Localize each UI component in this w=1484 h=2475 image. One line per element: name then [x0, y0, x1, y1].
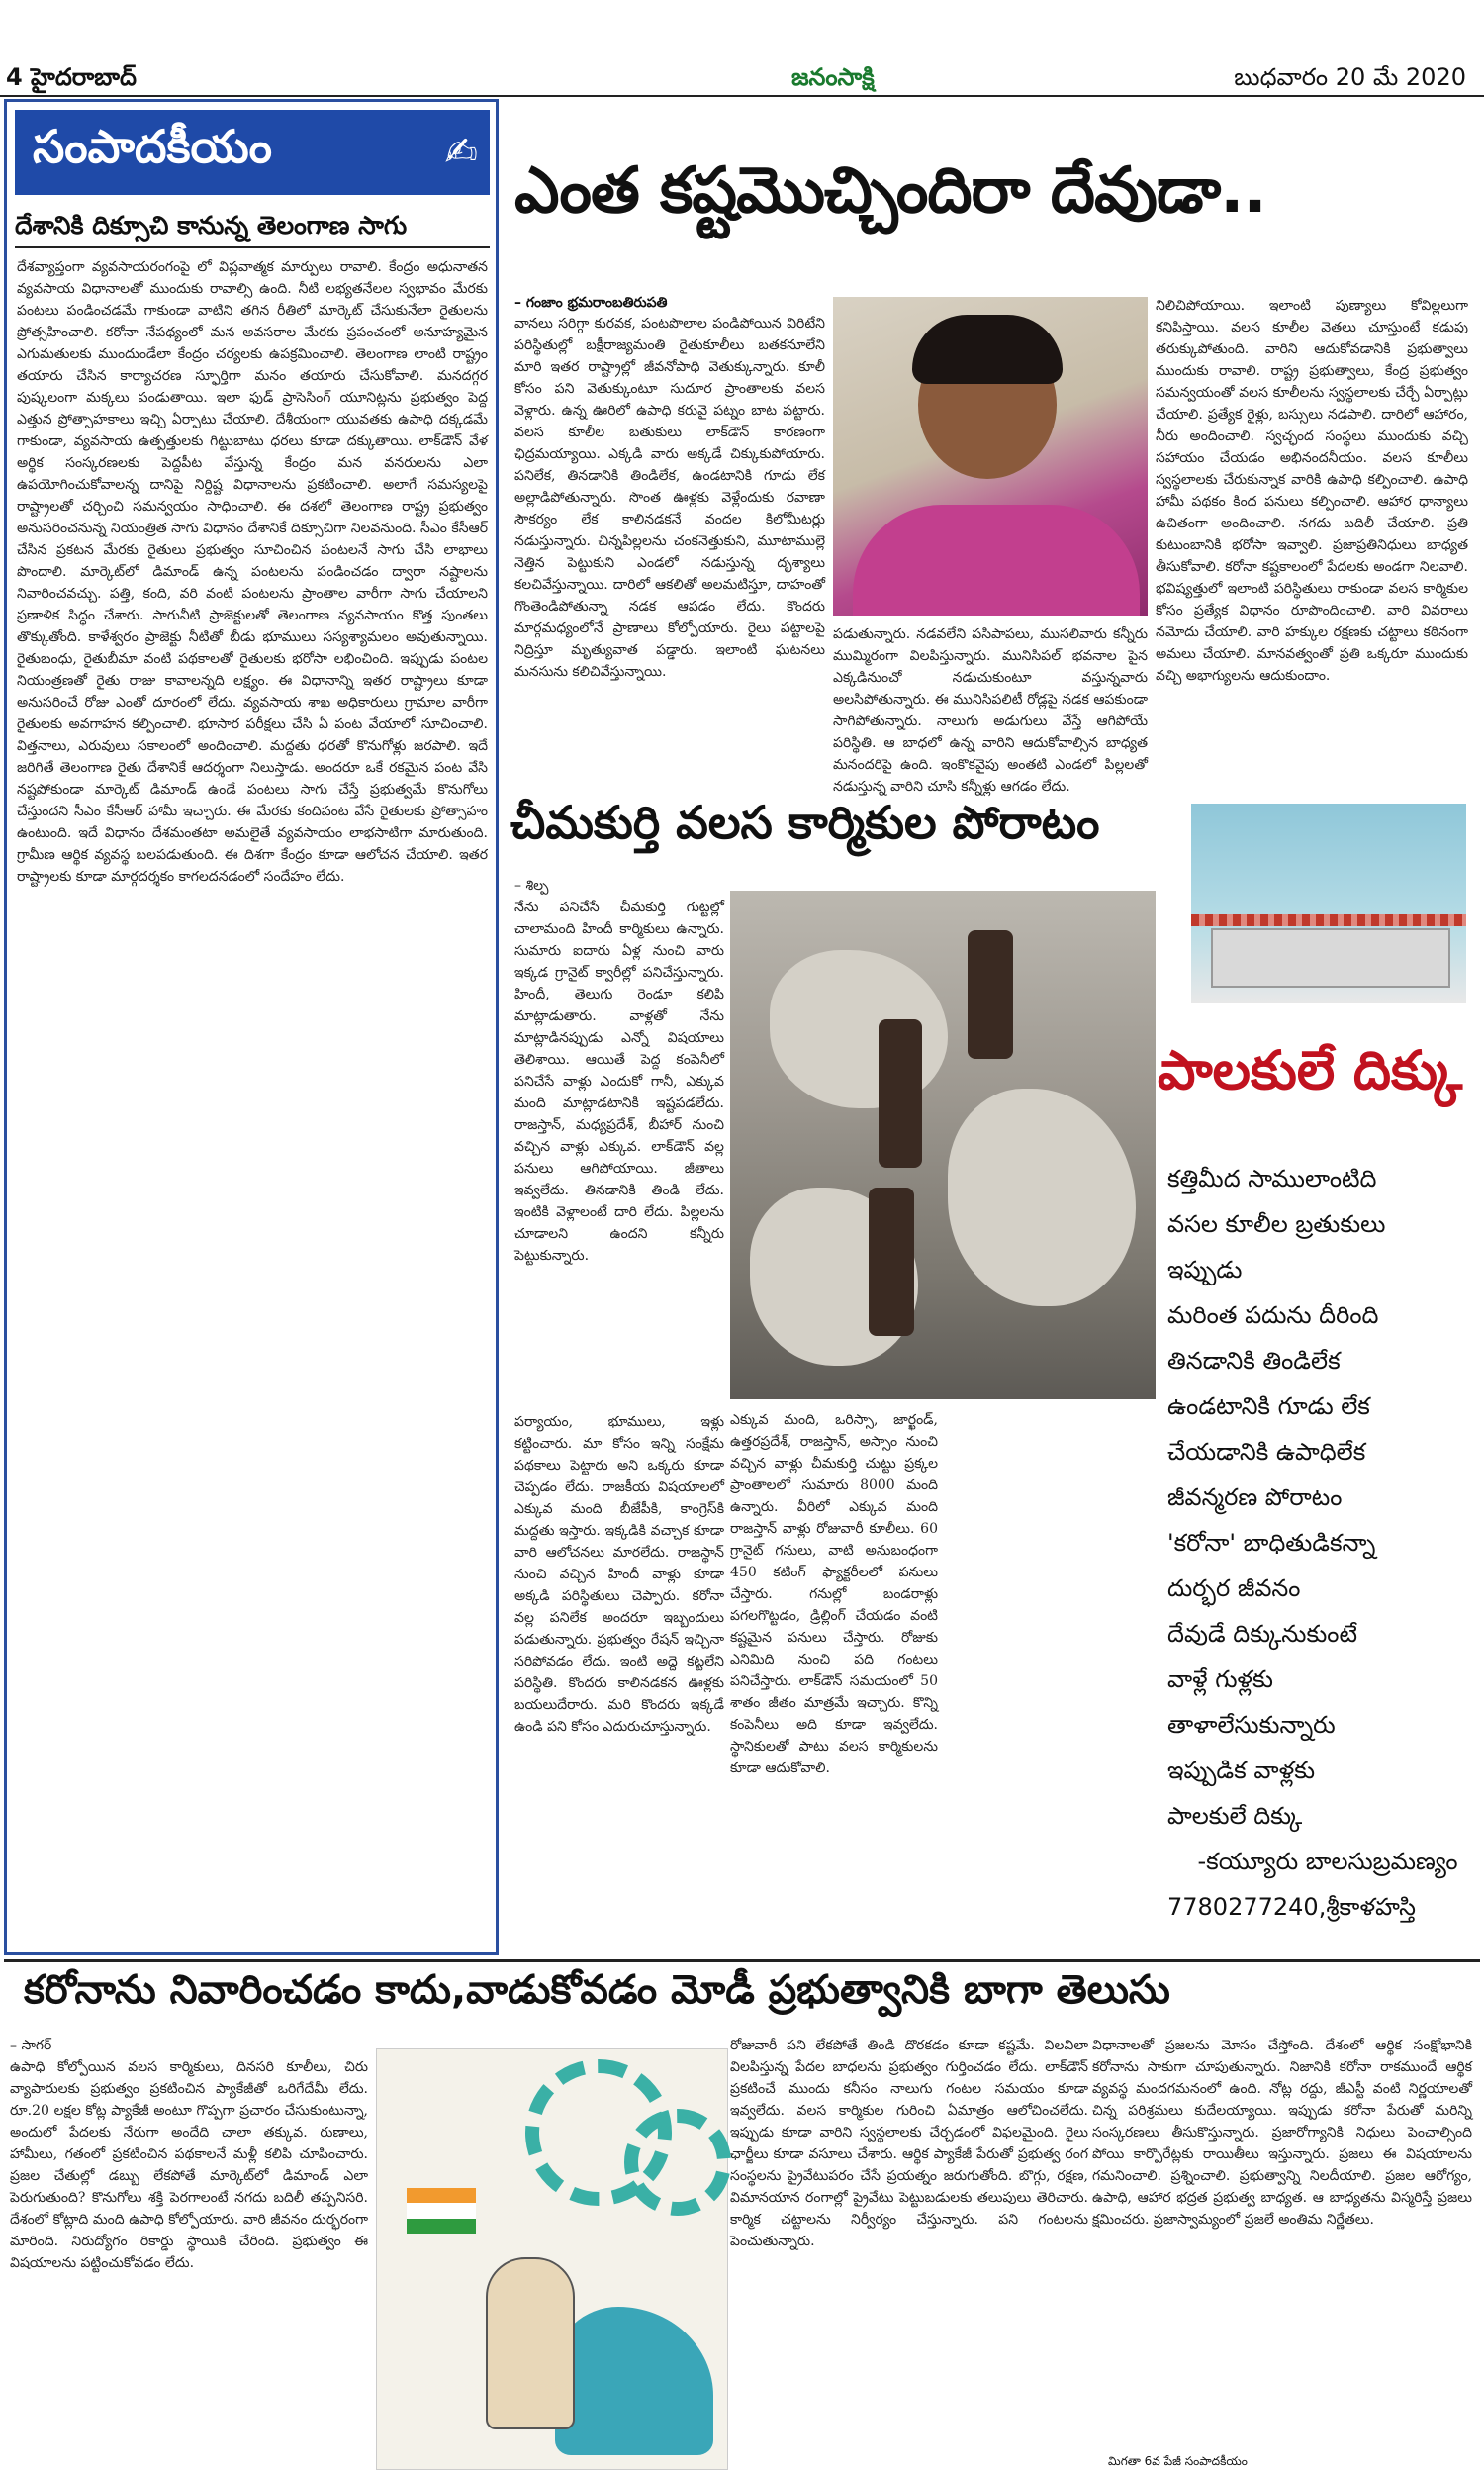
photo-worker-figure	[869, 1188, 914, 1336]
editorial-column	[4, 99, 499, 1955]
page-header	[0, 0, 1484, 97]
article3-headline: కరోనాను నివారించడం కాదు,వాడుకోవడం మోడీ ప్రభుత్వానికి బాగా తెలుసు	[24, 1967, 1170, 2013]
article1-column-2: పడుతున్నారు. నడవలేని పసిపాపలు, ముసలివారు కన్నీరు ముమ్మిరంగా విలపిస్తున్నారు. మునిసిపల్ భవనాల పైన ఎక్కడినుంచో నడుచుకుంటూ వస్తున్నవారు అలసిపోతున్నారు. ఈ మునిసిపలిటీ రోడ్లపై నడక ఆపకుండా సాగిపోతున్నారు. నాలుగు అడుగులు వేస్తే ఆగిపోయే పరిస్థితి. ఆ బాధలో ఉన్న వారిని ఆదుకోవాల్సిన బాధ్యత మనందరిపై ఉంది. ఇంకొకవైపు అంతటి ఎండలో పిల్లలతో నడుస్తున్న వారిని చూసి కన్నీళ్లు ఆగడం లేదు.	[833, 626, 1153, 795]
editorial-body: దేశవ్యాప్తంగా వ్యవసాయరంగంపై లో విప్లవాత్మక మార్పులు రావాలి. కేంద్రం అధునాతన వ్యవసాయ విధానాలతో ముందుకు రావాల్సి ఉంది. నీటి లభ్యతనేలల స్వభావం మేరకు పంటలు పండించడమే గాకుండా వాటిని తగిన రీతిలో మార్కెట్ చేసుకునేలా రైతులను ప్రోత్సహించాలి. కరోనా నేపథ్యంలో మన అవసరాల మేరకు ప్రపంచంలో అనూహ్యమైన ఎగుమతులకు ముందుండేలా కేంద్రం చర్యలకు ఉపక్రమించాలి. తెలంగాణ లాంటి రాష్ట్రం తయారు చేసిన కార్యాచరణ స్ఫూర్తిగా మనం తయారు చేసుకోవాలి. మనదగ్గర పుష్కలంగా మక్కలు పండుతాయి. ఇలా ఫుడ్ ప్రాసెసింగ్ యూనిట్లను ప్రభుత్వం పెద్ద ఎత్తున ప్రోత్సాహకాలు ఇచ్చి ఏర్పాటు చేయాలి. దేశీయంగా యువతకు ఉపాధి దక్కడమే గాకుండా, వ్యవసాయ ఉత్పత్తులకు గిట్టుబాటు ధరలు కూడా దక్కుతాయి. లాక్‌డౌన్ వేళ అర్థిక సంస్కరణలకు పెద్దపీట వేస్తున్న కేంద్రం మన వనరులను ఎలా ఉపయోగించుకోవాలన్న దానిపై నిర్దిష్ట విధానాలను ప్రకటించాలి. అలాగే సమస్యలపై రాష్ట్రాలతో చర్చించి సమన్వయం సాధించాలి. ఈ దశలో తెలంగాణ రాష్ట్ర ప్రభుత్వం అనుసరించనున్న నియంత్రిత సాగు విధానం దేశానికే దిక్సూచిగా నిలవనుంది. సీఎం కేసీఆర్ చేసిన ప్రకటన మేరకు రైతులు ప్రభుత్వం సూచించిన పంటలనే సాగు చేసి లాభాలు పొందాలి. మార్కెట్‌లో డిమాండ్ ఉన్న పంటలను పండించడం ద్వారా నష్టాలను నివారించవచ్చు. పత్తి, కంది, వరి వంటి పంటలను ప్రాంతాల వారీగా సాగు చేయాలని ప్రణాళిక సిద్ధం చేశారు. సాగునీటి ప్రాజెక్టులతో తెలంగాణ వ్యవసాయం కొత్త పుంతలు తొక్కుతోంది. కాళేశ్వరం ప్రాజెక్టు నీటితో బీడు భూములు సస్యశ్యామలం అవుతున్నాయి. రైతుబంధు, రైతుబీమా వంటి పథకాలతో రైతులకు భరోసా లభించింది. ఇప్పుడు పంటల నియంత్రణతో రైతు రాజు కావాలన్నది లక్ష్యం. ఈ విధానాన్ని ఇతర రాష్ట్రాలు కూడా అనుసరించే రోజు ఎంతో దూరంలో లేదు. వ్యవసాయ శాఖ అధికారులు గ్రామాల వారీగా రైతులకు అవగాహన కల్పించాలి. భూసార పరీక్షలు చేసి ఏ పంట వేయాలో సూచించాలి. విత్తనాలు, ఎరువులు సకాలంలో అందించాలి. మద్దతు ధరతో కొనుగోళ్లు జరపాలి. ఇదే జరిగితే తెలంగాణ రైతు దేశానికే ఆదర్శంగా నిలుస్తాడు. అందరూ ఒకే రకమైన పంట వేసి నష్టపోకుండా మార్కెట్ డిమాండ్ ఉండే పంటలు సాగు చేస్తే ప్రభుత్వమే కొనుగోలు చేస్తుందని సీఎం కేసీఆర్ హామీ ఇచ్చారు. ఈ మేరకు కందిపంట వేసే రైతులకు ప్రోత్సాహం ఉంటుంది. ఇదే విధానం దేశమంతటా అమలైతే వ్యవసాయం లాభసాటిగా మారుతుంది. గ్రామీణ ఆర్థిక వ్యవస్థ బలపడుతుంది. ఈ దిశగా కేంద్రం కూడా ఆలోచన చేయాలి. ఇతర రాష్ట్రాలకు కూడా మార్గదర్శకం కాగలదనడంలో సందేహం లేదు.	[17, 259, 493, 885]
editorial-banner	[15, 110, 490, 195]
cartoon-figure-shape	[486, 2257, 575, 2429]
indian-flag-icon	[407, 2188, 476, 2234]
article3-column-3: విధానాలతో ప్రజలను మోసం చేస్తోంది. దేశంలో ఆర్థిక సంక్షోభానికి కరోనాను సాకుగా చూపుతున్నారు. నిజానికి కరోనా రాకముందే ఆర్థిక వ్యవస్థ మందగమనంలో ఉంది. నోట్ల రద్దు, జీఎస్టీ వంటి నిర్ణయాలతో చిన్న పరిశ్రమలు కుదేలయ్యాయి. ఇప్పుడు కరోనా పేరుతో మరిన్ని సంస్కరణలు తీసుకొస్తున్నారు. ప్రజారోగ్యానికి నిధులు పెంచాల్సింది పోయి కార్పొరేట్లకు రాయితీలు ఇస్తున్నారు. ప్రజలు ఈ విషయాలను గమనించాలి. ప్రశ్నించాలి. ప్రభుత్వాన్ని నిలదీయాలి. ప్రజల ఆరోగ్యం, ఉపాధి, ఆహార భద్రత ప్రభుత్వ బాధ్యత. ఆ బాధ్యతను విస్మరిస్తే ప్రజలు క్షమించరు. ప్రజాస్వామ్యంలో ప్రజలే అంతిమ నిర్ణేతలు.	[1092, 2038, 1477, 2228]
author-photo	[833, 297, 1148, 616]
migrant-cartoon	[1191, 804, 1466, 1003]
modi-cartoon	[376, 2048, 728, 2470]
pen-icon: ✍	[444, 130, 478, 175]
photo-rock-shape	[948, 1089, 1136, 1306]
divider	[4, 1959, 1480, 1962]
cartoon-gear-shape	[624, 2109, 731, 2216]
article3-column-2: రోజువారీ పని లేకపోతే తిండి దొరకడం కూడా కష్టమే. విలవిలా విలపిస్తున్న పేదల బాధలను ప్రభుత్వం గుర్తించడం లేదు. లాక్‌డౌన్ ప్రకటించే ముందు కనీసం నాలుగు గంటల సమయం కూడా ఇవ్వలేదు. వలస కార్మికుల గురించి ఏమాత్రం ఆలోచించలేదు. ఇప్పుడు కూడా వారిని స్వస్థలాలకు చేర్చడంలో విఫలమైంది. రైలు ఛార్జీలు కూడా వసూలు చేశారు. ఆర్థిక ప్యాకేజీ పేరుతో ప్రభుత్వ రంగ సంస్థలను ప్రైవేటుపరం చేసే ప్రయత్నం జరుగుతోంది. బొగ్గు, రక్షణ, విమానయాన రంగాల్లో ప్రైవేటు పెట్టుబడులకు తలుపులు తెరిచారు. కార్మిక చట్టాలను నిర్వీర్యం చేస్తున్నారు. పని గంటలను పెంచుతున్నారు.	[730, 2038, 1093, 2249]
continuation-note: మిగతా 6వ పేజీ సంపాదకీయం	[1108, 2454, 1248, 2468]
article1-headline: ఎంత కష్టమొచ్చిందిరా దేవుడా..	[514, 154, 1266, 228]
article2-headline: చీమకుర్తి వలస కార్మికుల పోరాటం	[510, 796, 1100, 849]
cartoon-virus-shape	[555, 2307, 713, 2455]
article2-column-1: – శిల్ప నేను పనిచేసే చీమకుర్తి గుట్టల్లో చాలామంది హిందీ కార్మికులు ఉన్నారు. సుమారు ఐదారు ఏళ్ల నుంచి వారు ఇక్కడ గ్రానైట్ క్వారీల్లో పనిచేస్తున్నారు. హిందీ, తెలుగు రెండూ కలిపి మాట్లాడుతారు. వాళ్లతో నేను మాట్లాడినప్పుడు ఎన్నో విషయాలు తెలిశాయి. ఆయితే పెద్ద కంపెనీలో పనిచేసే వాళ్లు ఎందుకో గానీ, ఎక్కువ మంది మాట్లాడటానికి ఇష్టపడలేదు. రాజస్తాన్, మధ్యప్రదేశ్, బీహార్ నుంచి వచ్చిన వాళ్లు ఎక్కువ. లాక్‌డౌన్ వల్ల పనులు ఆగిపోయాయి. జీతాలు ఇవ్వలేదు. తినడానికి తిండి లేదు. ఇంటికి వెళ్లాలంటే దారి లేదు. పిల్లలను చూడాలని ఉందని కన్నీరు పెట్టుకున్నారు.	[514, 878, 724, 1264]
newspaper-logo: జనంసాక్షి	[791, 63, 875, 91]
page-number-label: 4 హైదరాబాద్	[6, 63, 137, 91]
article2-column-2: పర్యాయం, భూములు, ఇళ్లు కట్టించారు. మా కోసం ఇన్ని సంక్షేమ పథకాలు పెట్టారు అని ఒక్కరు కూడా చెప్పడం లేదు. రాజకీయ విషయాలలో ఎక్కువ మంది బీజేపీకి, కాంగ్రెస్‌కి మద్దతు ఇస్తారు. ఇక్కడికి వచ్చాక కూడా వారి ఆలోచనలు మారలేదు. రాజస్థాన్ నుంచి వచ్చిన హిందీ వాళ్లు కూడా అక్కడి పరిస్థితులు చెప్పారు. కరోనా వల్ల పనిలేక అందరూ ఇబ్బందులు పడుతున్నారు. ప్రభుత్వం రేషన్ ఇచ్చినా సరిపోవడం లేదు. ఇంటి అద్దె కట్టలేని పరిస్థితి. కొందరు కాలినడకన ఊళ్లకు బయలుదేరారు. మరి కొందరు ఇక్కడే ఉండి పని కోసం ఎదురుచూస్తున్నారు.	[514, 1414, 729, 1735]
photo-worker-figure	[879, 1019, 922, 1168]
editorial-headline: దేశానికి దిక్సూచి కానున్న తెలంగాణ సాగు	[15, 211, 408, 239]
photo-hair-shape	[912, 315, 1063, 384]
editorial-banner-label: సంపాదకీయం	[33, 120, 273, 173]
poem-body: కత్తిమీద సాములాంటిది వసల కూలీల బ్రతుకులు ఇప్పుడు మరింత పదును దీరింది తినడానికి తిండిలేక ఉండటానికి గూడు లేక చేయడానికి ఉపాధిలేక జీవన్మరణ పోరాటం 'కరోనా' బాధితుడికన్నా దుర్భర జీవనం దేవుడే దిక్కునుకుంటే వాళ్లే గుళ్లకు తాళాలేసుకున్నారు ఇప్పుడిక వాళ్లకు పాలకులే దిక్కు -కయ్యూరు బాలసుబ్రమణ్యం 7780277240,శ్రీకాళహస్తి	[1167, 1165, 1458, 1921]
issue-date: బుధవారం 20 మే 2020	[1234, 63, 1466, 91]
article1-column-3: నిలిచిపోయాయి. ఇలాంటి పుణ్యాలు కోవిల్లలుగా కనిపిస్తాయి. వలస కూలీల వెతలు చూస్తుంటే కడుపు తరుక్కుపోతుంది. వారిని ఆదుకోవడానికి ప్రభుత్వాలు ముందుకు రావాలి. రాష్ట్ర ప్రభుత్వాలు, కేంద్ర ప్రభుత్వం సమన్వయంతో వలస కూలీలను స్వస్థలాలకు చేర్చే ఏర్పాట్లు చేయాలి. ప్రత్యేక రైళ్లు, బస్సులు నడపాలి. దారిలో ఆహారం, నీరు అందించాలి. స్వచ్ఛంద సంస్థలు ముందుకు వచ్చి సహాయం చేయడం అభినందనీయం. వలస కూలీలు స్వస్థలాలకు చేరుకున్నాక వారికి ఉపాధి కల్పించాలి. ఉపాధి హామీ పథకం కింద పనులు కల్పించాలి. ఆహార ధాన్యాలు ఉచితంగా అందించాలి. నగదు బదిలీ చేయాలి. ప్రతి కుటుంబానికి భరోసా ఇవ్వాలి. ప్రజాప్రతినిధులు బాధ్యత తీసుకోవాలి. కరోనా కష్టకాలంలో పేదలకు అండగా నిలవాలి. భవిష్యత్తులో ఇలాంటి పరిస్థితులు రాకుండా వలస కార్మికుల కోసం ప్రత్యేక విధానం రూపొందించాలి. వారి వివరాలు నమోదు చేయాలి. వారి హక్కుల రక్షణకు చట్టాలు కఠినంగా అమలు చేయాలి. మానవత్వంతో ప్రతి ఒక్కరూ ముందుకు వచ్చి అభాగ్యులను ఆదుకుందాం.	[1156, 298, 1473, 684]
article2-column-3: ఎక్కువ మంది, ఒరిస్సా, జార్ఖండ్, ఉత్తరప్రదేశ్, రాజస్తాన్, అస్సాం నుంచి వచ్చిన వాళ్లు చీమకుర్తి చుట్టు ప్రక్కల ప్రాంతాలలో సుమారు 8000 మంది ఉన్నారు. వీరిలో ఎక్కువ మంది రాజస్తాన్ వాళ్లు రోజువారీ కూలీలు. 60 గ్రానైట్ గనులు, వాటి అనుబంధంగా 450 కటింగ్ ఫ్యాక్టరీలలో పనులు చేస్తారు. గనుల్లో బండరాళ్లు పగలగొట్టడం, డ్రిల్లింగ్ చేయడం వంటి కష్టమైన పనులు చేస్తారు. రోజుకు ఎనిమిది నుంచి పది గంటలు పనిచేస్తారు. లాక్‌డౌన్ సమయంలో 50 శాతం జీతం మాత్రమే ఇచ్చారు. కొన్ని కంపెనీలు అది కూడా ఇవ్వలేదు. స్థానికులతో పాటు వలస కార్మికులను కూడా ఆదుకోవాలి.	[730, 1412, 943, 1776]
article3-column-1: – సాగర్ ఉపాధి కోల్పోయిన వలస కార్మికులు, దినసరి కూలీలు, చిరు వ్యాపారులకు ప్రభుత్వం ప్రకటించిన ప్యాకేజీతో ఒరిగేదేమీ లేదు. రూ.20 లక్షల కోట్ల ప్యాకేజీ అంటూ గొప్పగా ప్రచారం చేసుకుంటున్నా, అందులో పేదలకు నేరుగా అందేది చాలా తక్కువ. రుణాలు, హామీలు, గతంలో ప్రకటించిన పథకాలనే మళ్లీ కలిపి చూపించారు. ప్రజల చేతుల్లో డబ్బు లేకపోతే మార్కెట్‌లో డిమాండ్ ఎలా పెరుగుతుంది? కొనుగోలు శక్తి పెరగాలంటే నగదు బదిలీ తప్పనిసరి. దేశంలో కోట్లాది మంది ఉపాధి కోల్పోయారు. వారి జీవనం దుర్భరంగా మారింది. నిరుద్యోగం రికార్డు స్థాయికి చేరింది. ప్రభుత్వం ఈ విషయాలను పట్టించుకోవడం లేదు.	[10, 2038, 368, 2271]
photo-saree-shape	[853, 505, 1140, 616]
article1-byline: – గంజాం భ్రమరాంబతిరుపతి	[514, 295, 668, 311]
article1-column-1: వానలు సరిగ్గా కురవక, పంటపొలాల పండిపోయిన విరిటేని పరిస్థితుల్లో బక్షీరాజ్యమంతి రైతుకూలీలు బతకనూలేని మారి ఇతర రాష్ట్రాల్లో జీవనోపాధి వెతుక్కున్నారు. కూలీ కోసం పని వెతుక్కుంటూ సుదూర ప్రాంతాలకు వలస వెళ్లారు. ఉన్న ఊరిలో ఉపాధి కరువై పట్నం బాట పట్టారు. వలస కూలీల బతుకులు లాక్‌డౌన్ కారణంగా ఛిద్రమయ్యాయి. ఎక్కడి వారు అక్కడే చిక్కుకుపోయారు. పనిలేక, తినడానికి తిండిలేక, ఉండటానికి గూడు లేక అల్లాడిపోతున్నారు. సొంత ఊళ్లకు వెళ్లేందుకు రవాణా సౌకర్యం లేక కాలినడకనే వందల కిలోమీటర్లు నడుస్తున్నారు. చిన్నపిల్లలను చంకనెత్తుకుని, మూటాముల్లె నెత్తిన పెట్టుకుని ఎండలో నడుస్తున్న దృశ్యాలు కలచివేస్తున్నాయి. దారిలో ఆకలితో అలమటిస్తూ, దాహంతో గొంతెండిపోతున్నా నడక ఆపడం లేదు. కొందరు మార్గమధ్యంలోనే ప్రాణాలు కోల్పోయారు. రైలు పట్టాలపై నిద్రిస్తూ మృత్యువాత పడ్డారు. ఇలాంటి ఘటనలు మనసును కలిచివేస్తున్నాయి.	[514, 316, 830, 680]
quarry-workers-photo	[730, 891, 1156, 1399]
photo-worker-figure	[968, 930, 1013, 1059]
poem-title: పాలకులే దిక్కు	[1158, 1039, 1463, 1101]
cartoon-blade-shape	[1211, 928, 1450, 988]
divider	[15, 246, 490, 248]
cartoon-rope-shape	[1191, 914, 1466, 926]
